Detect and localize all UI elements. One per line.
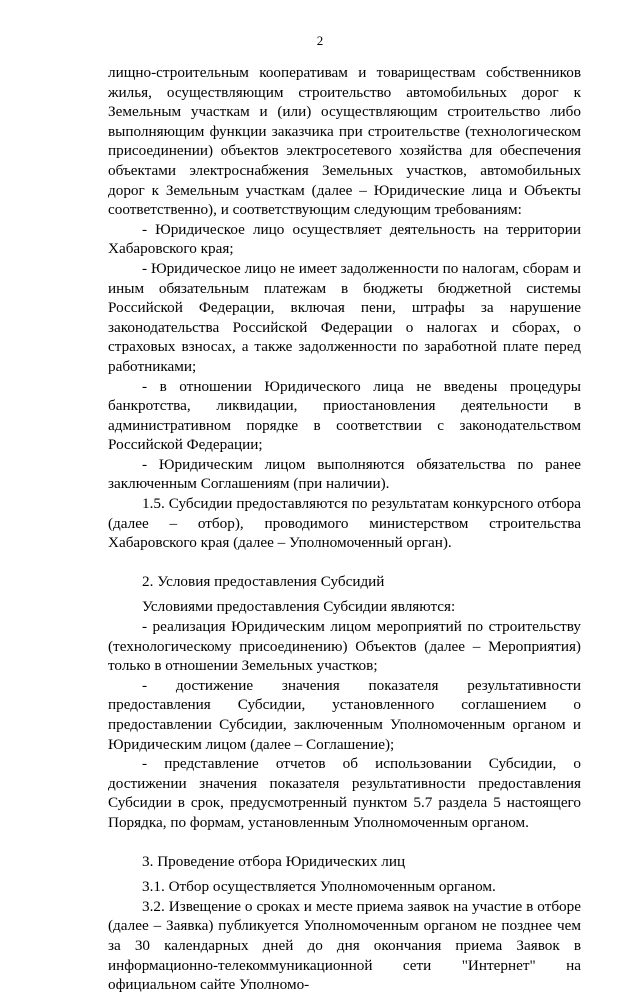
requirement-no-debts: - Юридическое лицо не имеет задолженности по налогам, сборам и иным обязательным платежам в бюджеты бюджетной системы Российской Федерации, включая пени, штрафы за нарушение законодательства Российской Федерации о налогах и сборах, о страховых взносах, а также задолженности по заработной плате перед работниками; <box>108 259 581 375</box>
clause-3-2: 3.2. Извещение о сроках и месте приема заявок на участие в отборе (далее – Заявка) публикуется Уполномоченным органом не позднее чем за 30 календарных дней до дня окончания приема Заявок в информационно-телекоммуникационной сети "Интернет" на официальном сайте Уполномо- <box>108 897 581 994</box>
condition-implementation: - реализация Юридическим лицом мероприятий по строительству (технологическому присоединению) Объектов (далее – Мероприятия) только в отношении Земельных участков; <box>108 618 581 675</box>
section-heading-2: 2. Условия предоставления Субсидий <box>142 572 385 590</box>
condition-reports: - представление отчетов об использовании Субсидии, о достижении значения показателя результативности предоставления Субсидии в срок, предусмотренный пунктом 5.7 раздела 5 настоящего Порядка, по формам, установленным Уполномоченным органом. <box>108 755 581 831</box>
clause-1-5: 1.5. Субсидии предоставляются по результатам конкурсного отбора (далее – отбор), проводимого министерством строительства Хабаровского края (далее – Уполномоченный орган). <box>108 495 581 552</box>
document-body <box>108 63 581 995</box>
condition-performance-indicator: - достижение значения показателя результативности предоставления Субсидии, установленного соглашением о предоставлении Субсидии, заключенным Уполномоченным органом и Юридическим лицом (далее – Соглашение); <box>108 676 581 753</box>
section-heading-3: 3. Проведение отбора Юридических лиц <box>142 852 406 870</box>
clause-3-1: 3.1. Отбор осуществляется Уполномоченным органом. <box>142 878 496 896</box>
requirement-territory: - Юридическое лицо осуществляет деятельность на территории Хабаровского края; <box>108 220 581 258</box>
requirement-obligations: - Юридическим лицом выполняются обязательства по ранее заключенным Соглашениям (при наличии). <box>108 455 581 493</box>
conditions-intro: Условиями предоставления Субсидии являются: <box>142 598 456 616</box>
page-number: 2 <box>316 33 324 48</box>
paragraph-eligible-entities: лищно-строительным кооперативам и товариществам собственников жилья, осуществляющим строительство автомобильных дорог к Земельным участкам и (или) осуществляющим строительство либо выполняющим функции заказчика при строительстве (технологическом присоединении) объектов электросетевого хозяйства для обеспечения объектами электроснабжения Земельных участков, автомобильных дорог к Земельным участкам (далее – Юридические лица и Объекты соответственно), и соответствующим следующим требованиям: <box>108 64 581 219</box>
requirement-no-bankruptcy: - в отношении Юридического лица не введены процедуры банкротства, ликвидации, приостановления деятельности в административном порядке в соответствии с законодательством Российской Федерации; <box>108 377 581 454</box>
